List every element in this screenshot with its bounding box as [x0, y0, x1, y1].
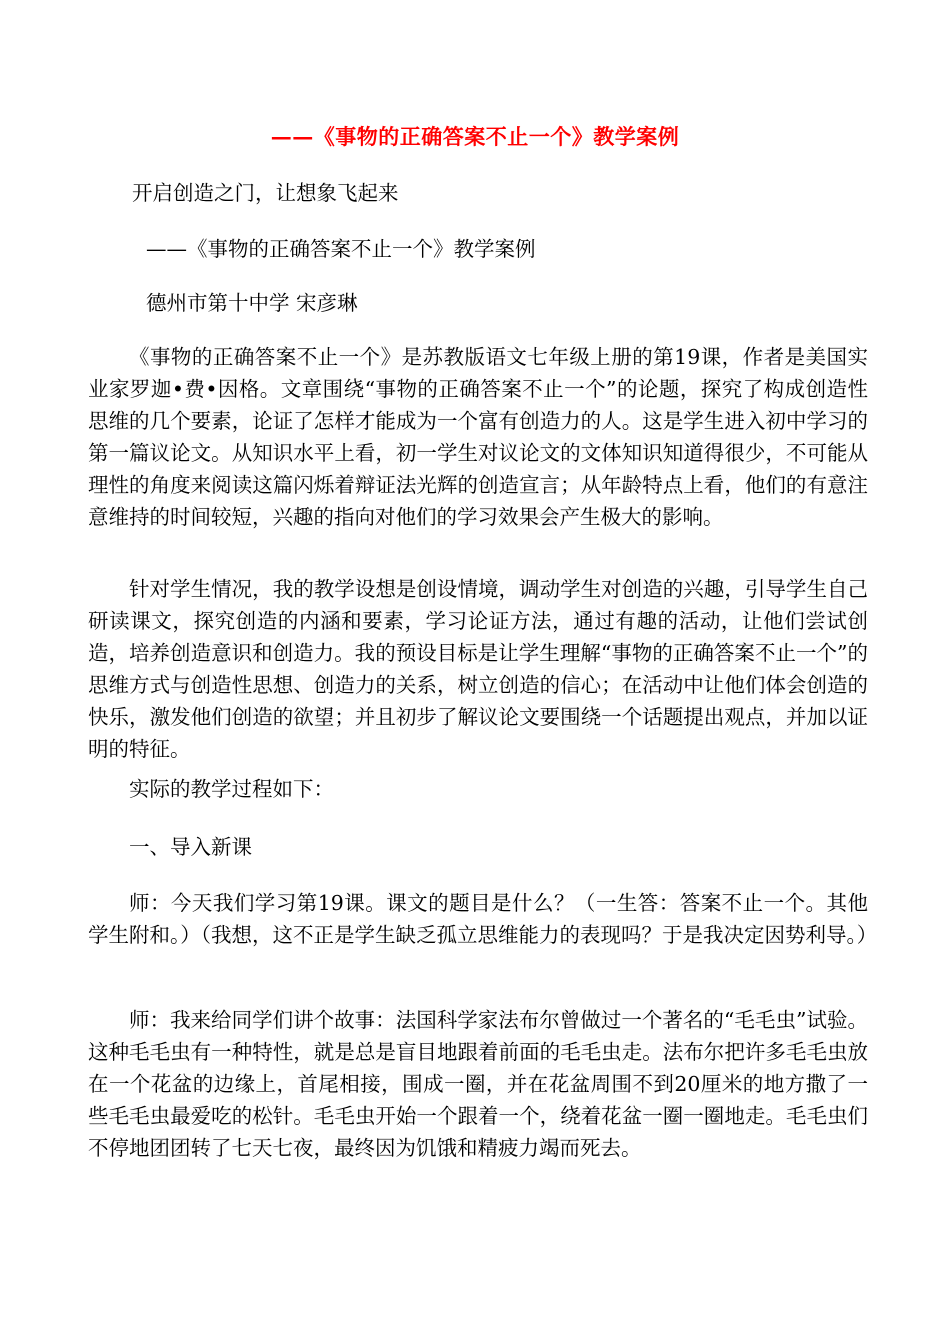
section-heading: 一、导入新课: [129, 835, 252, 859]
paragraph-dialogue-1: 师：今天我们学习第19课。课文的题目是什么？（一生答：答案不止一个。其他学生附和。）（我想，这不正是学生缺乏孤立思维能力的表现吗？于是我决定因势利导。）: [88, 891, 878, 947]
paragraph-dialogue-2: 师：我来给同学们讲个故事：法国科学家法布尔曾做过一个著名的“毛毛虫”试验。这种毛毛虫有一种特性，就是总是盲目地跟着前面的毛毛虫走。法布尔把许多毛毛虫放在一个花盆的边缘上，首尾相接，围成一圈，并在花盆周围不到20厘米的地方撒了一些毛毛虫最爱吃的松针。毛毛虫开始一个跟着一个，绕着花盆一圈一圈地走。毛毛虫们不停地团团转了七天七夜，最终因为饥饿和精疲力竭而死去。: [88, 1008, 868, 1160]
document-subtitle: ——《事物的正确答案不止一个》教学案例: [146, 237, 536, 261]
document-heading: 开启创造之门，让想象飞起来: [132, 181, 399, 205]
paragraph-design: 针对学生情况，我的教学设想是创设情境，调动学生对创造的兴趣，引导学生自己研读课文，探究创造的内涵和要素，学习论证方法，通过有趣的活动，让他们尝试创造，培养创造意识和创造力。我的预设目标是让学生理解“事物的正确答案不止一个”的思维方式与创造性思想、创造力的关系，树立创造的信心；在活动中让他们体会创造的快乐，激发他们创造的欲望；并且初步了解议论文要围绕一个话题提出观点，并加以证明的特征。: [88, 577, 868, 761]
paragraph-intro: 《事物的正确答案不止一个》是苏教版语文七年级上册的第19课，作者是美国实业家罗迦•费•因格。文章围绕“事物的正确答案不止一个”的论题，探究了构成创造性思维的几个要素，论证了怎样才能成为一个富有创造力的人。这是学生进入初中学习的第一篇议论文。从知识水平上看，初一学生对议论文的文体知识知道得很少，不可能从理性的角度来阅读这篇闪烁着辩证法光辉的创造宣言；从年龄特点上看，他们的有意注意维持的时间较短，兴趣的指向对他们的学习效果会产生极大的影响。: [88, 345, 868, 529]
red-title: ——《事物的正确答案不止一个》教学案例: [270, 124, 680, 149]
author-line: 德州市第十中学 宋彦琳: [146, 291, 358, 315]
paragraph-process: 实际的教学过程如下：: [129, 777, 334, 801]
